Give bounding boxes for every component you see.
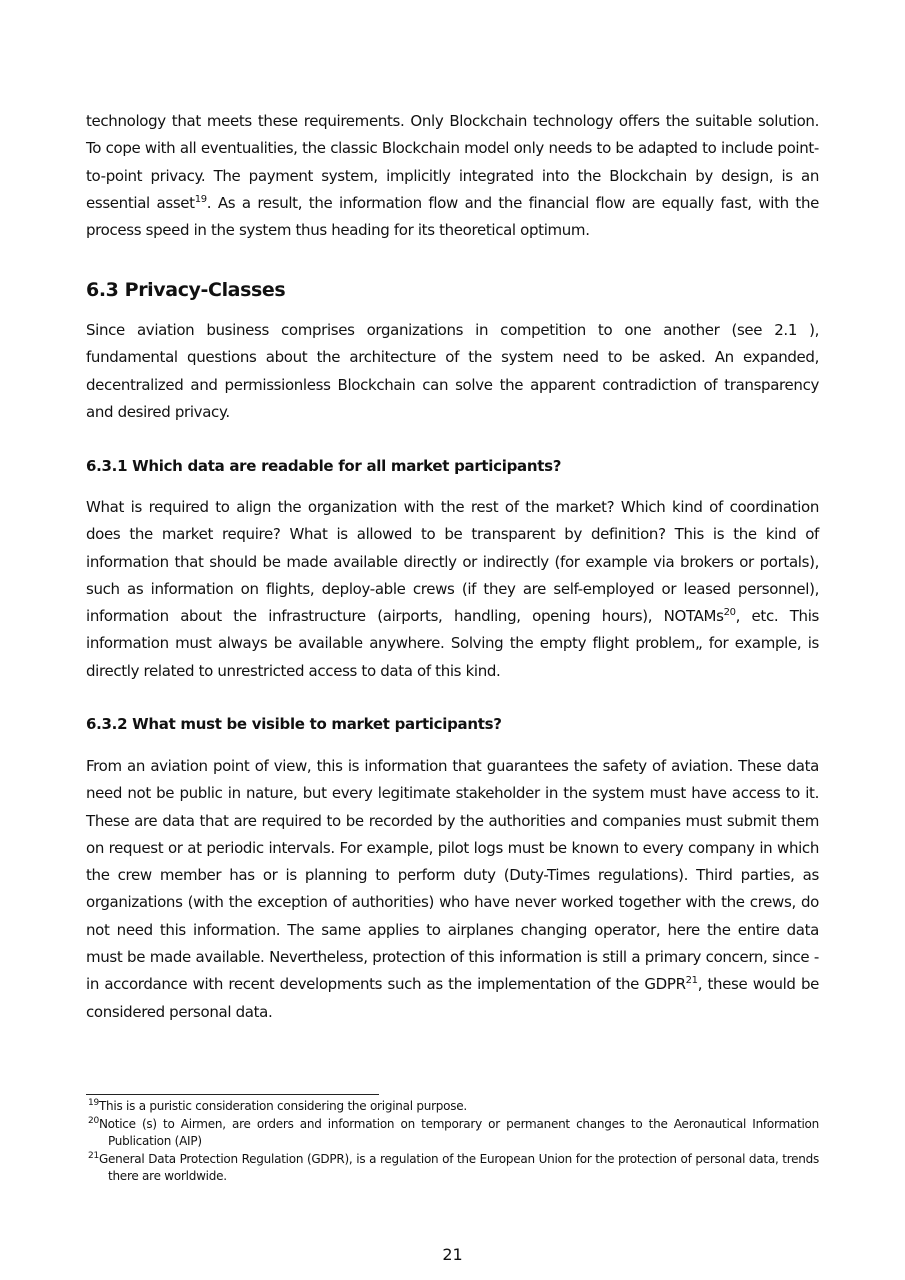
footnote-ref-21[interactable]: 21 (685, 975, 698, 987)
paragraph-readable-data: What is required to align the organization with the rest of the market? Which kind of coordination does the market require? What is allowed to be transparent by definition? This is the kind of information that should be made available directly or indirectly (for example via brokers or portals), such as information on flights, deploy-able crews (if they are self-employed or leased personnel), information about the infrastructure (airports, handling, opening hours), NOTAMs$^{20}$, etc. This information must always be available anywhere. Solving the empty flight problem„ for example, is directly related to unrestricted access to data of this kind. (86, 498, 819, 680)
footnote-ref-19[interactable]: 19 (194, 193, 207, 205)
subsection-heading-visible-data: 6.3.2 What must be visible to market participants? (86, 715, 502, 733)
subsection-heading-readable-data: 6.3.1 Which data are readable for all market participants? (86, 457, 562, 475)
footnote-20: $^{20}$Notice (s) to Airmen, are orders and information on temporary or permanent changes to the Aeronautical Information Publication (AIP) (88, 1115, 819, 1148)
footnote-19: $^{19}$This is a puristic consideration considering the original purpose. (88, 1098, 467, 1113)
footnote-divider (86, 1094, 379, 1095)
footnotes (86, 1098, 819, 1186)
paragraph-visible-data: From an aviation point of view, this is information that guarantees the safety of aviation. These data need not be public in nature, but every legitimate stakeholder in the system must have access to it. These are data that are required to be recorded by the authorities and companies must submit them on request or at periodic intervals. For example, pilot logs must be known to every company in which the crew member has or is planning to perform duty (Duty-Times regulations). Third parties, as organizations (with the exception of authorities) who have never worked together with the crews, do not need this information. The same applies to airplanes changing operator, here the entire data must be made available. Nevertheless, protection of this information is still a primary concern, since - in accordance with recent developments such as the implementation of the GDPR$^{21}$, these would be considered personal data. (86, 757, 820, 1021)
footnote-ref-20[interactable]: 20 (723, 607, 736, 619)
paragraph-privacy-intro: Since aviation business comprises organizations in competition to one another (see 2.1 ), fundamental questions about the architecture of the system need to be asked. An expanded, decentralized and permissionless Blockchain can solve the apparent contradiction of transparency and desired privacy. (86, 321, 819, 421)
page-number: 21 (442, 1245, 463, 1264)
footnote-21: $^{21}$General Data Protection Regulation (GDPR), is a regulation of the European Union for the protection of personal data, trends there are worldwide. (88, 1150, 819, 1183)
paragraph-blockchain-solution: technology that meets these requirements. Only Blockchain technology offers the suitable solution. To cope with all eventualities, the classic Blockchain model only needs to be adapted to include point-to-point privacy. The payment system, implicitly integrated into the Blockchain by design, is an essential asset$^{19}$. As a result, the information flow and the financial flow are equally fast, with the process speed in the system thus heading for its theoretical optimum. (86, 112, 819, 240)
section-heading-privacy-classes: 6.3 Privacy-Classes (86, 279, 286, 301)
